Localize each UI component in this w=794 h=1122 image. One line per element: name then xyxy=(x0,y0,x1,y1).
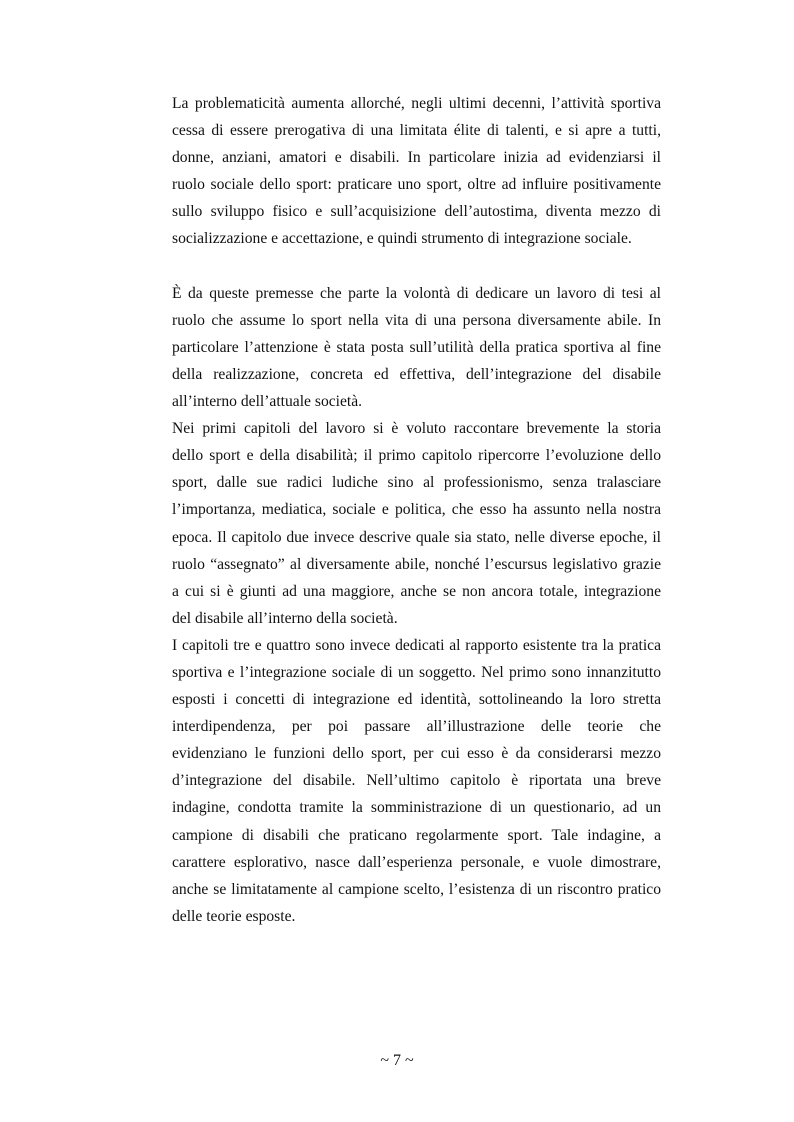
paragraph-spacer xyxy=(172,253,661,280)
paragraph-4 xyxy=(172,632,661,930)
text-line: esposti i concetti di integrazione ed identità, sottolineando la loro stretta xyxy=(172,691,661,709)
body-text xyxy=(172,90,661,930)
text-line: l’importanza, mediatica, sociale e politica, che esso ha assunto nella nostra xyxy=(172,501,661,519)
text-line: d’integrazione del disabile. Nell’ultimo capitolo è riportata una breve xyxy=(172,772,661,790)
text-line: campione di disabili che praticano regolarmente sport. Tale indagine, a xyxy=(172,826,661,844)
text-line: ruolo sociale dello sport: praticare uno sport, oltre ad influire positivamente xyxy=(172,176,661,194)
text-line: evidenziano le funzioni dello sport, per cui esso è da considerarsi mezzo xyxy=(172,745,661,763)
text-line: del disabile all’interno della società. xyxy=(172,609,398,627)
text-line: a cui si è giunti ad una maggiore, anche se non ancora totale, integrazione xyxy=(172,582,661,600)
text-line: È da queste premesse che parte la volontà di dedicare un lavoro di tesi al xyxy=(172,284,661,302)
text-line: all’interno dell’attuale società. xyxy=(172,393,363,411)
text-line: ruolo “assegnato” al diversamente abile, nonché l’escursus legislativo grazie xyxy=(172,555,661,573)
text-line: anche se limitatamente al campione scelto, l’esistenza di un riscontro pratico xyxy=(172,880,661,898)
paragraph-1 xyxy=(172,90,661,253)
text-line: Nei primi capitoli del lavoro si è voluto raccontare brevemente la storia xyxy=(172,420,661,438)
text-line: sportiva e l’integrazione sociale di un soggetto. Nel primo sono innanzitutto xyxy=(172,663,661,681)
text-line: cessa di essere prerogativa di una limitata élite di talenti, e si apre a tutti, xyxy=(172,122,661,140)
text-line: donne, anziani, amatori e disabili. In particolare inizia ad evidenziarsi il xyxy=(172,149,661,167)
text-line: ruolo che assume lo sport nella vita di una persona diversamente abile. In xyxy=(172,311,661,329)
text-line: carattere esplorativo, nasce dall’esperienza personale, e vuole dimostrare, xyxy=(172,853,661,871)
page-number: ~ 7 ~ xyxy=(380,1052,414,1069)
text-line: indagine, condotta tramite la somministrazione di un questionario, ad un xyxy=(172,799,661,817)
paragraph-2 xyxy=(172,280,661,415)
text-line: dello sport e della disabilità; il primo capitolo ripercorre l’evoluzione dello xyxy=(172,447,661,465)
text-line: epoca. Il capitolo due invece descrive quale sia stato, nelle diverse epoche, il xyxy=(172,528,661,546)
text-line: sullo sviluppo fisico e sull’acquisizione dell’autostima, diventa mezzo di xyxy=(172,203,661,221)
text-line: La problematicità aumenta allorché, negli ultimi decenni, l’attività sportiva xyxy=(172,95,661,112)
text-line: della realizzazione, concreta ed effettiva, dell’integrazione del disabile xyxy=(172,365,661,383)
text-line: interdipendenza, per poi passare all’illustrazione delle teorie che xyxy=(172,718,661,736)
text-line: I capitoli tre e quattro sono invece dedicati al rapporto esistente tra la pratica xyxy=(172,636,661,654)
text-line: delle teorie esposte. xyxy=(172,907,296,925)
paragraph-3 xyxy=(172,415,661,632)
text-line: particolare l’attenzione è stata posta sull’utilità della pratica sportiva al fine xyxy=(172,338,661,356)
text-line: socializzazione e accettazione, e quindi strumento di integrazione sociale. xyxy=(172,230,632,248)
text-line: sport, dalle sue radici ludiche sino al professionismo, senza tralasciare xyxy=(172,474,661,492)
